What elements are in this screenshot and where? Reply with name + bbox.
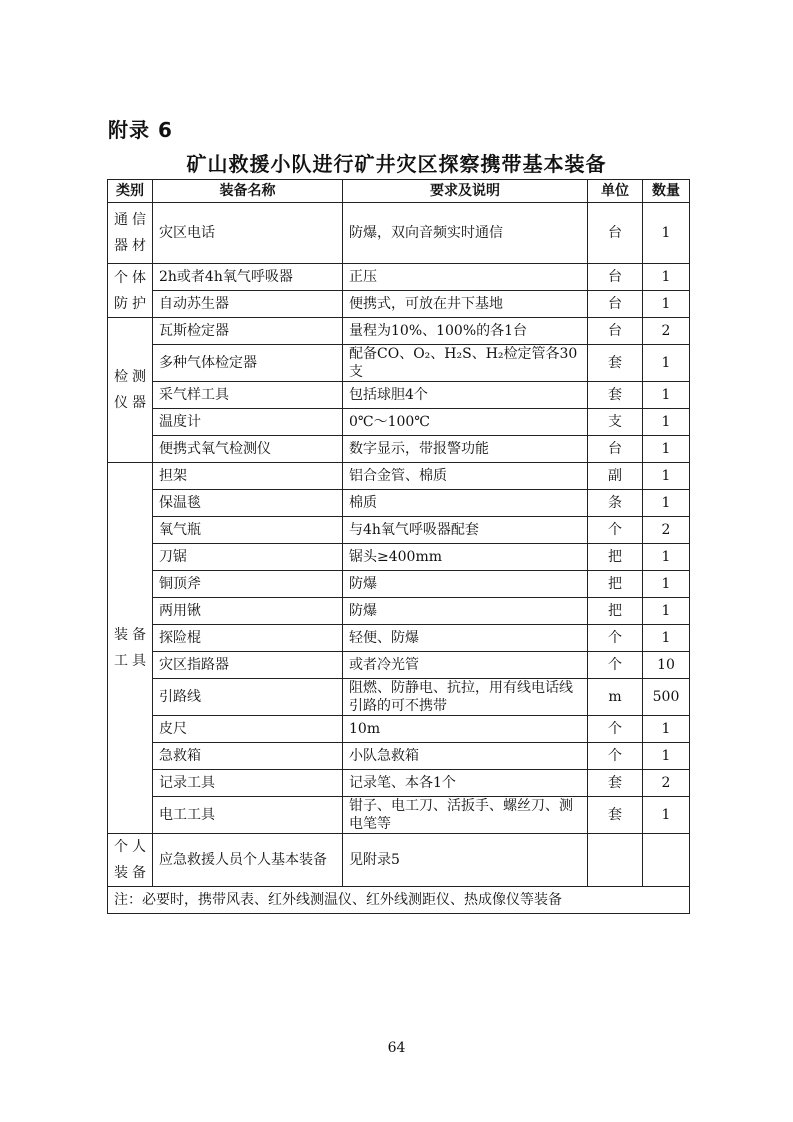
equipment-unit: 个 — [588, 517, 643, 544]
equipment-quantity: 1 — [643, 264, 690, 291]
equipment-quantity: 1 — [643, 743, 690, 770]
equipment-quantity: 2 — [643, 318, 690, 345]
equipment-quantity: 1 — [643, 436, 690, 463]
equipment-description: 棉质 — [343, 490, 588, 517]
equipment-name: 瓦斯检定器 — [153, 318, 343, 345]
equipment-quantity: 1 — [643, 345, 690, 382]
table-row — [108, 345, 690, 382]
table-row — [108, 834, 690, 887]
equipment-name: 皮尺 — [153, 716, 343, 743]
equipment-description: 小队急救箱 — [343, 743, 588, 770]
equipment-quantity: 1 — [643, 463, 690, 490]
equipment-unit: 台 — [588, 318, 643, 345]
table-row — [108, 436, 690, 463]
equipment-name: 氧气瓶 — [153, 517, 343, 544]
equipment-description: 包括球胆4个 — [343, 382, 588, 409]
header-unit: 单位 — [588, 180, 643, 203]
document-title: 矿山救援小队进行矿井灾区探察携带基本装备 — [186, 152, 607, 176]
equipment-description: 钳子、电工刀、活扳手、螺丝刀、测电笔等 — [343, 797, 588, 834]
equipment-unit: 台 — [588, 264, 643, 291]
equipment-quantity: 1 — [643, 490, 690, 517]
category-cell: 装备工具 — [108, 463, 153, 834]
equipment-name: 探险棍 — [153, 625, 343, 652]
equipment-unit: 个 — [588, 625, 643, 652]
table-row — [108, 318, 690, 345]
equipment-name: 急救箱 — [153, 743, 343, 770]
equipment-quantity: 1 — [643, 571, 690, 598]
table-row — [108, 797, 690, 834]
equipment-name: 两用锹 — [153, 598, 343, 625]
table-row — [108, 716, 690, 743]
equipment-name: 保温毯 — [153, 490, 343, 517]
table-note: 注：必要时，携带风表、红外线测温仪、红外线测距仪、热成像仪等装备 — [108, 887, 690, 914]
equipment-name: 2h或者4h氧气呼吸器 — [153, 264, 343, 291]
equipment-quantity: 1 — [643, 203, 690, 264]
equipment-description: 数字显示，带报警功能 — [343, 436, 588, 463]
header-name: 装备名称 — [153, 180, 343, 203]
equipment-quantity: 1 — [643, 409, 690, 436]
table-row — [108, 598, 690, 625]
equipment-quantity: 2 — [643, 517, 690, 544]
equipment-description: 0℃～100℃ — [343, 409, 588, 436]
equipment-unit: 个 — [588, 743, 643, 770]
table-row — [108, 743, 690, 770]
table-row — [108, 490, 690, 517]
equipment-name: 多种气体检定器 — [153, 345, 343, 382]
equipment-description: 防爆 — [343, 598, 588, 625]
equipment-description: 10m — [343, 716, 588, 743]
equipment-quantity: 1 — [643, 625, 690, 652]
category-cell: 个人装备 — [108, 834, 153, 887]
equipment-unit: 支 — [588, 409, 643, 436]
equipment-name: 电工工具 — [153, 797, 343, 834]
equipment-name: 担架 — [153, 463, 343, 490]
equipment-name: 温度计 — [153, 409, 343, 436]
equipment-unit — [588, 834, 643, 887]
equipment-quantity: 500 — [643, 679, 690, 716]
equipment-description: 锯头≥400mm — [343, 544, 588, 571]
appendix-label: 附录 6 — [108, 118, 173, 142]
equipment-unit: 个 — [588, 652, 643, 679]
equipment-description: 轻便、防爆 — [343, 625, 588, 652]
header-description: 要求及说明 — [343, 180, 588, 203]
table-row — [108, 382, 690, 409]
equipment-unit: 把 — [588, 598, 643, 625]
equipment-name: 记录工具 — [153, 770, 343, 797]
table-row — [108, 517, 690, 544]
equipment-name: 引路线 — [153, 679, 343, 716]
equipment-unit: 套 — [588, 345, 643, 382]
equipment-name: 应急救援人员个人基本装备 — [153, 834, 343, 887]
equipment-description: 防爆 — [343, 571, 588, 598]
equipment-description: 记录笔、本各1个 — [343, 770, 588, 797]
equipment-unit: 把 — [588, 571, 643, 598]
equipment-quantity: 1 — [643, 716, 690, 743]
table-row — [108, 544, 690, 571]
equipment-unit: 台 — [588, 436, 643, 463]
page-number: 64 — [387, 1040, 406, 1056]
table-row — [108, 264, 690, 291]
table-row — [108, 409, 690, 436]
equipment-description: 阻燃、防静电、抗拉，用有线电话线引路的可不携带 — [343, 679, 588, 716]
equipment-quantity: 1 — [643, 797, 690, 834]
equipment-description: 配备CO、O₂、H₂S、H₂检定管各30支 — [343, 345, 588, 382]
table-row — [108, 652, 690, 679]
category-cell: 通信器材 — [108, 203, 153, 264]
equipment-quantity: 1 — [643, 291, 690, 318]
equipment-quantity: 1 — [643, 382, 690, 409]
equipment-description: 与4h氧气呼吸器配套 — [343, 517, 588, 544]
equipment-description: 正压 — [343, 264, 588, 291]
equipment-unit: 条 — [588, 490, 643, 517]
equipment-name: 灾区电话 — [153, 203, 343, 264]
table-row — [108, 679, 690, 716]
equipment-quantity: 2 — [643, 770, 690, 797]
table-row — [108, 770, 690, 797]
category-cell: 个体防护 — [108, 264, 153, 318]
equipment-name: 铜顶斧 — [153, 571, 343, 598]
table-row — [108, 203, 690, 264]
table-row — [108, 571, 690, 598]
table-row — [108, 625, 690, 652]
table-header-row — [108, 180, 690, 203]
equipment-description: 铝合金管、棉质 — [343, 463, 588, 490]
table-row — [108, 463, 690, 490]
category-cell: 检测仪器 — [108, 318, 153, 463]
equipment-quantity — [643, 834, 690, 887]
table-row — [108, 291, 690, 318]
header-quantity: 数量 — [643, 180, 690, 203]
table-note-row — [108, 887, 690, 914]
equipment-quantity: 1 — [643, 598, 690, 625]
equipment-unit: 副 — [588, 463, 643, 490]
equipment-name: 自动苏生器 — [153, 291, 343, 318]
equipment-unit: 个 — [588, 716, 643, 743]
equipment-unit: 套 — [588, 797, 643, 834]
equipment-unit: 台 — [588, 203, 643, 264]
equipment-description: 量程为10%、100%的各1台 — [343, 318, 588, 345]
equipment-name: 灾区指路器 — [153, 652, 343, 679]
equipment-name: 便携式氧气检测仪 — [153, 436, 343, 463]
equipment-unit: 套 — [588, 770, 643, 797]
equipment-description: 或者冷光管 — [343, 652, 588, 679]
equipment-quantity: 10 — [643, 652, 690, 679]
equipment-description: 防爆，双向音频实时通信 — [343, 203, 588, 264]
equipment-table — [107, 179, 690, 914]
equipment-unit: 台 — [588, 291, 643, 318]
equipment-quantity: 1 — [643, 544, 690, 571]
equipment-name: 刀锯 — [153, 544, 343, 571]
equipment-description: 便携式，可放在井下基地 — [343, 291, 588, 318]
equipment-unit: m — [588, 679, 643, 716]
equipment-unit: 套 — [588, 382, 643, 409]
equipment-name: 采气样工具 — [153, 382, 343, 409]
equipment-description: 见附录5 — [343, 834, 588, 887]
header-category: 类别 — [108, 180, 153, 203]
equipment-unit: 把 — [588, 544, 643, 571]
